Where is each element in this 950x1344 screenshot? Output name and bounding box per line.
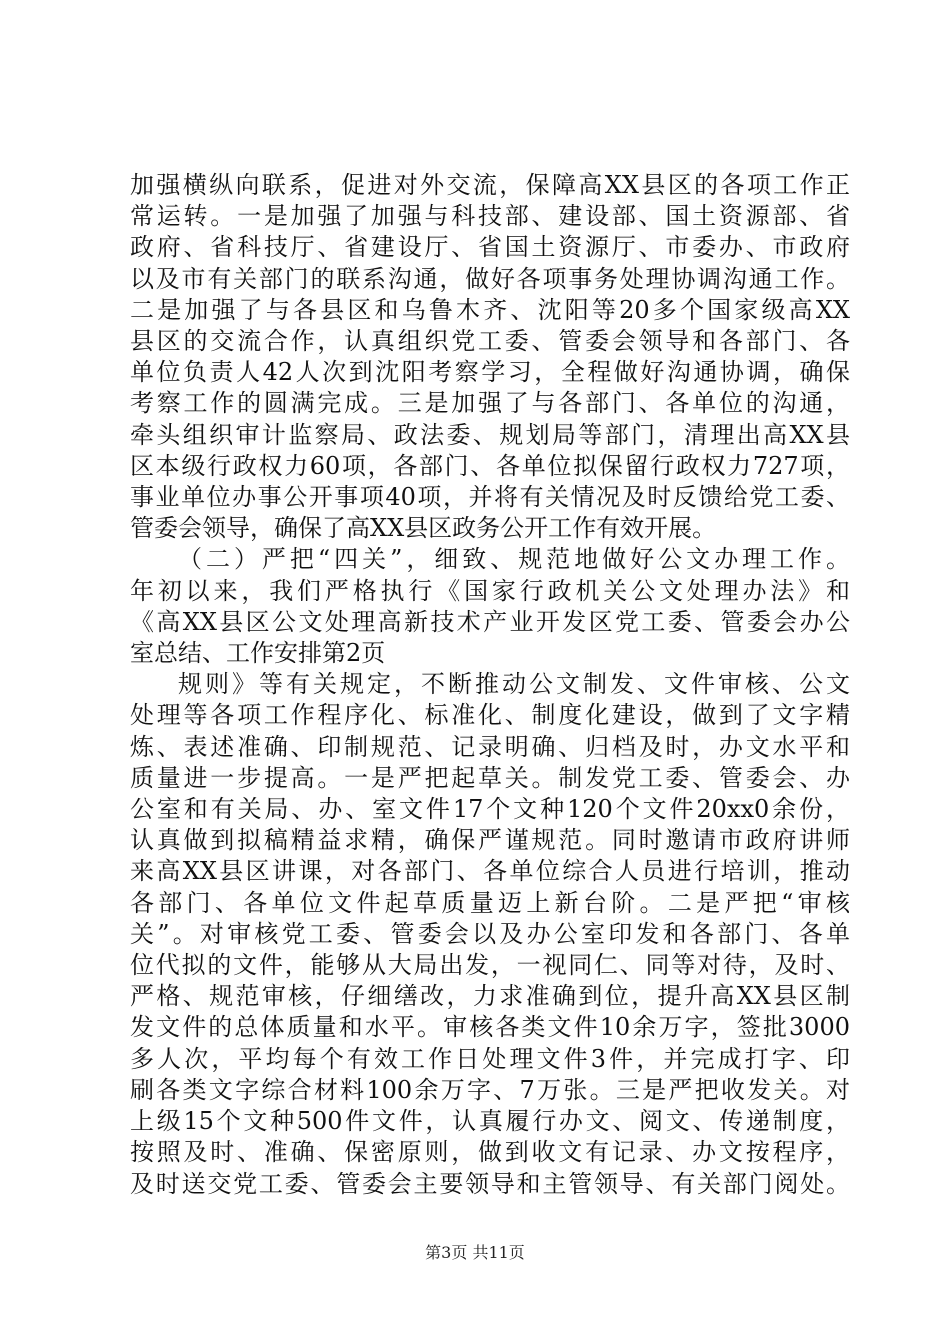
page-number-label: 第3页 共11页 <box>425 1243 525 1262</box>
text-line: 政府、省科技厅、省建设厅、省国土资源厅、市委办、市政府 <box>130 233 850 262</box>
text-line: 年初以来，我们严格执行《国家行政机关公文处理办法》和 <box>130 576 850 605</box>
text-line: 室总结、工作安排第2页 <box>130 639 386 668</box>
text-line: 牵头组织审计监察局、政法委、规划局等部门，清理出高XX县 <box>130 420 850 449</box>
text-line: 二是加强了与各县区和乌鲁木齐、沈阳等20多个国家级高XX <box>130 295 850 324</box>
text-line: 以及市有关部门的联系沟通，做好各项事务处理协调沟通工作。 <box>130 264 850 293</box>
text-line: 事业单位办事公开事项40项，并将有关情况及时反馈给党工委、 <box>130 483 850 512</box>
text-line: 炼、表述准确、印制规范、记录明确、归档及时，办文水平和 <box>130 732 850 761</box>
text-line: 质量进一步提高。一是严把起草关。制发党工委、管委会、办 <box>130 763 850 792</box>
text-line: 《高XX县区公文处理高新技术产业开发区党工委、管委会办公 <box>130 607 850 636</box>
text-line: 严格、规范审核，仔细缮改，力求准确到位，提升高XX县区制 <box>130 982 850 1011</box>
text-line: 区本级行政权力60项，各部门、各单位拟保留行政权力727项， <box>130 451 850 480</box>
text-line: 刷各类文字综合材料100余万字、7万张。三是严把收发关。对 <box>130 1075 850 1104</box>
text-line: 及时送交党工委、管委会主要领导和主管领导、有关部门阅处。 <box>130 1169 850 1198</box>
text-line: 来高XX县区讲课，对各部门、各单位综合人员进行培训，推动 <box>130 857 850 886</box>
page-footer <box>0 1243 950 1263</box>
text-line: 各部门、各单位文件起草质量迈上新台阶。二是严把“审核 <box>130 888 850 917</box>
text-line: 按照及时、准确、保密原则，做到收文有记录、办文按程序， <box>130 1138 850 1167</box>
text-line: 关”。对审核党工委、管委会以及办公室印发和各部门、各单 <box>130 919 850 948</box>
text-line: 单位负责人42人次到沈阳考察学习，全程做好沟通协调，确保 <box>130 358 850 387</box>
document-body <box>130 170 850 1200</box>
text-line: 县区的交流合作，认真组织党工委、管委会领导和各部门、各 <box>130 327 850 356</box>
text-line: 位代拟的文件，能够从大局出发，一视同仁、同等对待，及时、 <box>130 951 850 980</box>
text-line: 常运转。一是加强了加强与科技部、建设部、国土资源部、省 <box>130 202 850 231</box>
text-line: 规则》等有关规定，不断推动公文制发、文件审核、公文 <box>178 670 850 699</box>
text-line: 考察工作的圆满完成。三是加强了与各部门、各单位的沟通， <box>130 389 850 418</box>
text-line: 处理等各项工作程序化、标准化、制度化建设，做到了文字精 <box>130 701 850 730</box>
text-line: 公室和有关局、办、室文件17个文种120个文件20xx0余份， <box>130 795 850 824</box>
text-line: 认真做到拟稿精益求精，确保严谨规范。同时邀请市政府讲师 <box>130 826 850 855</box>
text-line: 管委会领导，确保了高XX县区政务公开工作有效开展。 <box>130 514 717 543</box>
text-line: 加强横纵向联系，促进对外交流，保障高XX县区的各项工作正 <box>130 171 850 199</box>
section-heading-line: （二）严把“四关”，细致、规范地做好公文办理工作。 <box>178 545 850 574</box>
text-line: 上级15个文种500件文件，认真履行办文、阅文、传递制度， <box>130 1107 850 1136</box>
text-line: 发文件的总体质量和水平。审核各类文件10余万字，签批3000 <box>130 1013 850 1042</box>
text-line: 多人次，平均每个有效工作日处理文件3件，并完成打字、印 <box>130 1044 850 1073</box>
